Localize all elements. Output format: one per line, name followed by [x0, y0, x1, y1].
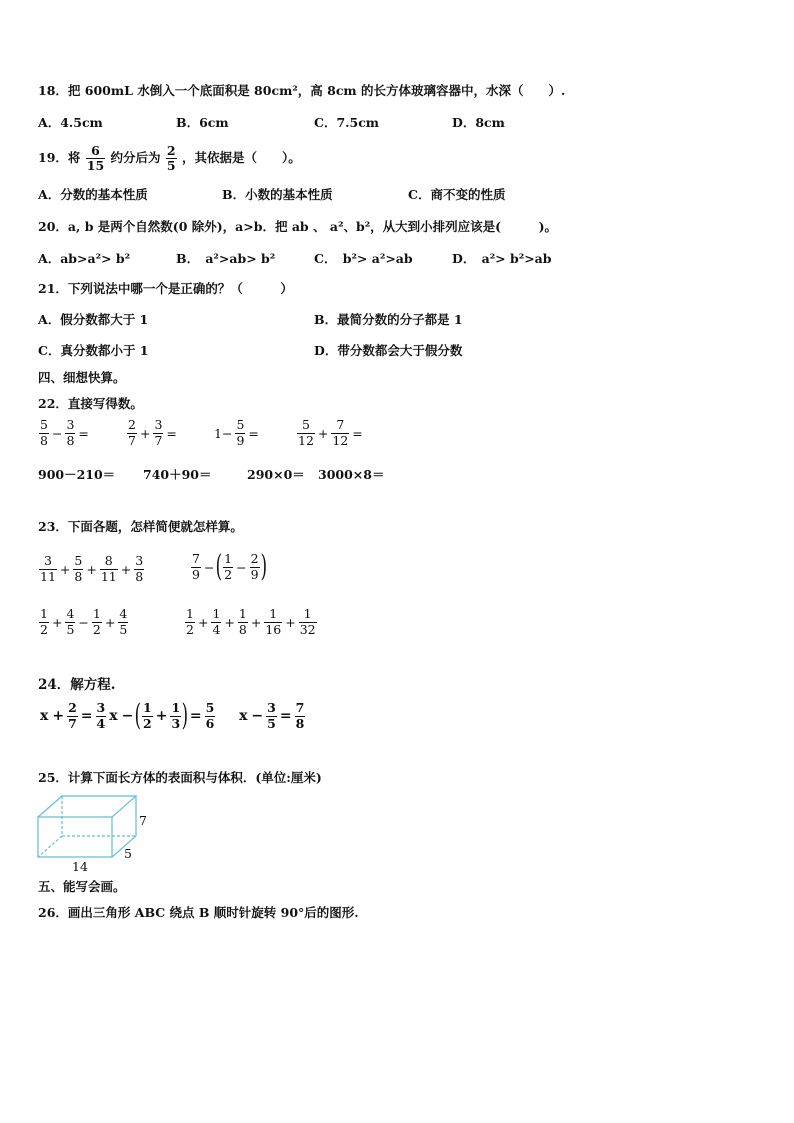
question-18: 18．把 600mL 水倒入一个底面积是 80cm²，高 8cm 的长方体玻璃容器中，水深（ ）. [38, 83, 566, 98]
q19-fraction-reduced: $\frac{2}{5}$ [166, 142, 176, 173]
q24-equations: x + $\frac{2}{7}$ = $\frac{3}{4}$ x −( $\frac{1}{2}$ + $\frac{1}{3}$ ) = $\frac{5}{6}$ x − $\frac{3}{5}$ = $\frac{7}{8}$ [40, 698, 305, 733]
q19-option-c: C．商不变的性质 [408, 187, 506, 202]
question-24-title: 24．解方程. [38, 677, 116, 693]
cuboid-hidden-edges [62, 796, 136, 836]
q23-expr-3: $\frac{1}{2}$ + $\frac{4}{5}$ − $\frac{1}{2}$ + $\frac{4}{5}$ [40, 606, 128, 637]
question-21: 21．下列说法中哪一个是正确的？（ ） [38, 281, 293, 296]
cuboid-width-label: 5 [124, 846, 132, 861]
section-5-heading: 五、能写会画。 [38, 879, 126, 894]
q18-option-d: D．8cm [452, 115, 505, 130]
q19-option-a: A．分数的基本性质 [38, 187, 148, 202]
q19-prefix: 19．将 [38, 150, 81, 165]
question-19 [38, 138, 301, 178]
q22-expr-3: 1− $\frac{5}{9}$ = [214, 417, 259, 448]
q22-calc-2: 740＋90＝ [143, 467, 212, 482]
q19-middle: 约分后为 [110, 150, 161, 165]
cuboid-lines [38, 796, 136, 857]
q22-calc-1: 900－210＝ [38, 467, 116, 482]
cuboid-height-label: 7 [139, 813, 147, 828]
q22-calc-4: 3000×8＝ [318, 467, 385, 482]
q18-option-a: A．4.5cm [38, 115, 103, 130]
section-4-heading: 四、细想快算。 [38, 370, 126, 385]
q23-expr-1: $\frac{3}{11}$ + $\frac{5}{8}$ + $\frac{8}{11}$ + $\frac{3}{8}$ [40, 553, 144, 584]
q20-option-c: C． b²> a²>ab [314, 251, 413, 266]
q19-fraction-original: $\frac{6}{15}$ [86, 142, 105, 173]
cuboid-top-face [38, 796, 136, 817]
q23-expr-4: $\frac{1}{2}$ + $\frac{1}{4}$ + $\frac{1}{8}$ + $\frac{1}{16}$ + $\frac{1}{32}$ [186, 606, 316, 637]
q18-option-b: B．6cm [176, 115, 229, 130]
cuboid-length-label: 14 [72, 859, 88, 874]
cuboid-hidden-diagonal [38, 836, 62, 857]
q18-option-c: C．7.5cm [314, 115, 380, 130]
q22-expr-4: $\frac{5}{12}$ + $\frac{7}{12}$ = [298, 417, 363, 448]
q21-option-b: B．最简分数的分子都是 1 [314, 312, 463, 327]
q19-option-b: B．小数的基本性质 [222, 187, 333, 202]
q22-expr-2: $\frac{2}{7}$ + $\frac{3}{7}$ = [128, 417, 177, 448]
q21-option-a: A．假分数都大于 1 [38, 312, 149, 327]
q20-option-a: A．ab>a²> b² [38, 251, 131, 266]
question-23-title: 23．下面各题，怎样简便就怎样算。 [38, 519, 243, 534]
q20-option-d: D． a²> b²>ab [452, 251, 552, 266]
question-20: 20．a, b 是两个自然数(0 除外)，a>b．把 ab 、 a²、b²，从大到小排列应该是( )。 [38, 219, 557, 234]
q20-option-b: B． a²>ab> b² [176, 251, 276, 266]
q22-calc-3: 290×0＝ [247, 467, 305, 482]
q21-option-c: C．真分数都小于 1 [38, 343, 149, 358]
q23-expr-2: $\frac{7}{9}$ −( $\frac{1}{2}$ − $\frac{2}{9}$ ) [192, 549, 267, 584]
question-26-title: 26．画出三角形 ABC 绕点 B 顺时针旋转 90°后的图形. [38, 905, 359, 920]
question-25-title: 25．计算下面长方体的表面积与体积．(单位:厘米) [38, 770, 322, 785]
q22-expr-1: $\frac{5}{8}$ − $\frac{3}{8}$ = [40, 417, 89, 448]
question-22-title: 22．直接写得数。 [38, 396, 143, 411]
cuboid-front-face [38, 817, 112, 857]
q21-option-d: D．带分数都会大于假分数 [314, 343, 463, 358]
q19-suffix: ，其依据是（ ）。 [181, 150, 301, 165]
